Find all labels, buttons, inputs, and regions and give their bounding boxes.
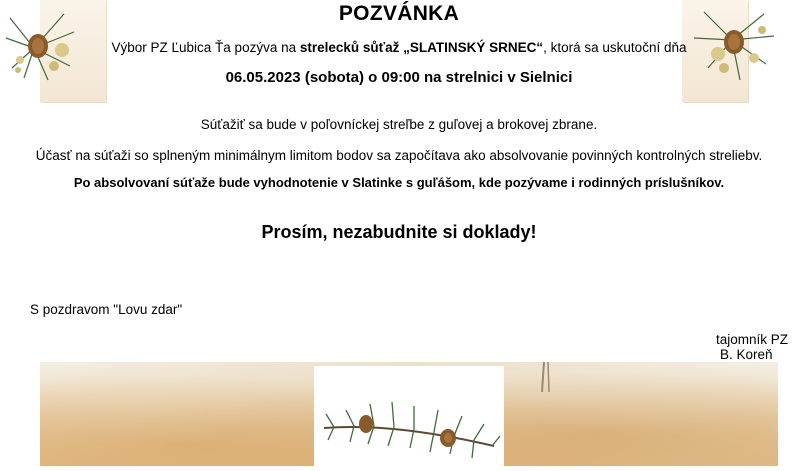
- intro-text: Výbor PZ Ľubica Ťa pozýva na: [111, 40, 300, 55]
- greeting: S pozdravom "Lovu zdar": [30, 302, 183, 317]
- signature-role: tajomník PZ: [716, 332, 789, 347]
- participation-note: Účasť na súťaži so splneným minimálnym limitom bodov sa započítava ako absolvovanie povinných kontrolných streliebv.: [35, 148, 763, 163]
- signature-name: B. Koreň: [720, 347, 773, 362]
- fir-branch-icon: [314, 366, 504, 466]
- event-name: strelecků sůťaž „SLATINSKÝ SRNEC“: [299, 40, 544, 55]
- competition-description: Súťažiť sa bude v poľovníckej streľbe z guľovej a brokovej zbrane.: [200, 117, 598, 132]
- tree-trunk-icon: [540, 362, 552, 392]
- intro-text-end: , ktorá sa uskutoční dňa: [543, 40, 687, 55]
- event-date-place: 06.05.2023 (sobota) o 09:00 na strelnici v Sielnici: [225, 69, 573, 86]
- documents-reminder: Prosím, nezabudnite si doklady!: [261, 222, 537, 242]
- evaluation-note: Po absolvovaní súťaže bude vyhodnotenie v Slatinke s guľášom, kde pozývame i rodinných príslušníkov.: [73, 175, 725, 190]
- fir-branch-image: [314, 366, 504, 466]
- invitation-title: POZVÁNKA: [338, 2, 460, 25]
- invitation-intro: [0, 40, 798, 55]
